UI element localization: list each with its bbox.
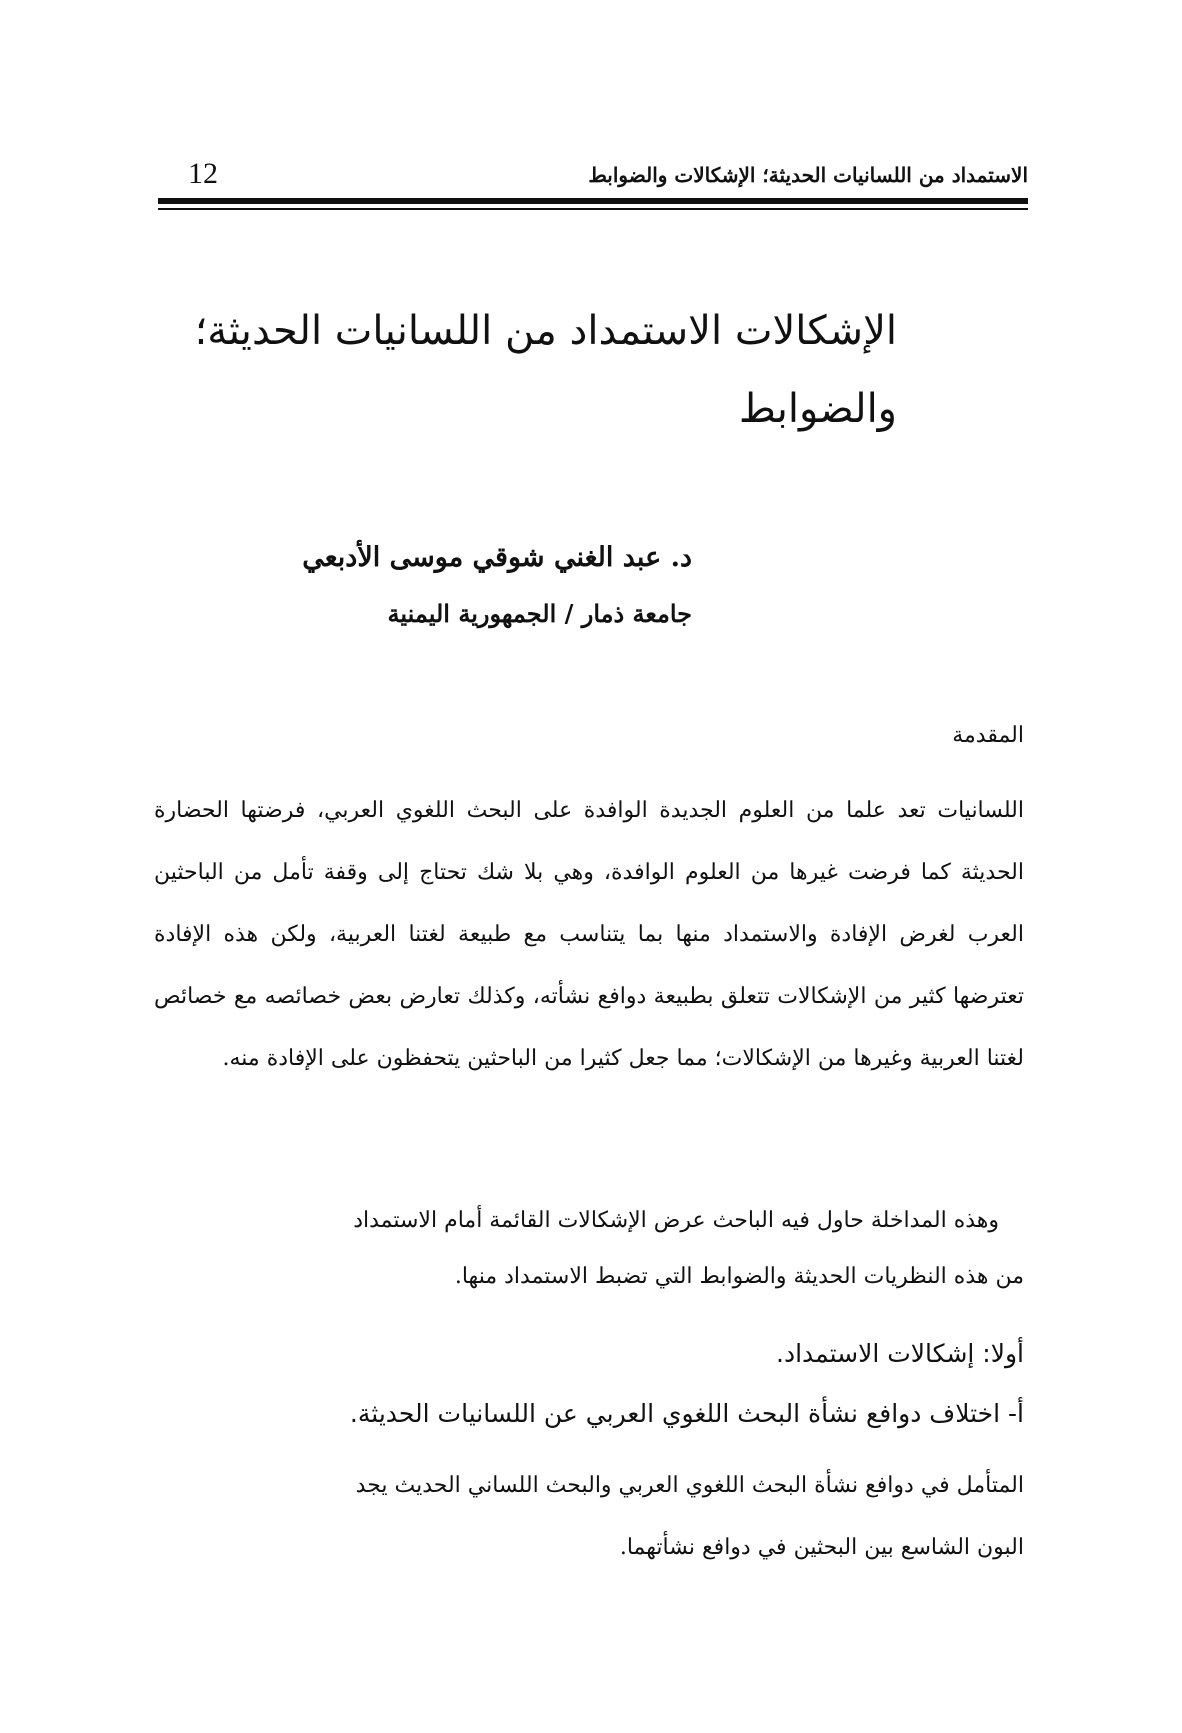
author-affiliation: جامعة ذمار / الجمهورية اليمنية	[387, 599, 692, 628]
intro-paragraph: اللسانيات تعد علما من العلوم الجديدة الوافدة على البحث اللغوي العربي، فرضتها الحضارة الحديثة كما فرضت غيرها من العلوم الوافدة، وهي بلا شك تحتاج إلى وقفة تأمل من الباحثين العرب لغرض الإفادة والاستمداد منها بما يتناسب مع طبيعة لغتنا العربية، ولكن هذه الإفادة تعترضها كثير من الإشكالات تتعلق بطبيعة دوافع نشأته، وكذلك تعارض بعض خصائصه مع خصائص لغتنا العربية وغيرها من الإشكالات؛ مما جعل كثيرا من الباحثين يتحفظون على الإفادة منه.	[154, 798, 1024, 1071]
intro-paragraph-2	[154, 1193, 1024, 1305]
running-title: الاستمداد من اللسانيات الحديثة؛ الإشكالات والضوابط	[588, 163, 1028, 187]
section-1-paragraph-line-1: المتأمل في دوافع نشأة البحث اللغوي العربي والبحث اللساني الحديث يجد	[355, 1473, 1024, 1498]
intro-paragraph-2-line-1: وهذه المداخلة حاول فيه الباحث عرض الإشكالات القائمة أمام الاستمداد	[353, 1208, 999, 1233]
header-rule-thick	[158, 198, 1028, 204]
article-title: الإشكالات الاستمداد من اللسانيات الحديثة؛ والضوابط	[194, 308, 897, 432]
section-1-paragraph-line-2: البون الشاسع بين البحثين في دوافع نشأتهما.	[619, 1535, 1024, 1560]
page-header	[158, 150, 1028, 200]
intro-heading: المقدمة	[952, 723, 1024, 748]
author-block	[302, 528, 692, 640]
header-rule-thin	[158, 208, 1028, 210]
section-1-paragraph	[154, 1455, 1024, 1579]
intro-paragraph-2-line-2: من هذه النظريات الحديثة والضوابط التي تضبط الاستمداد منها.	[454, 1264, 1024, 1289]
author-name: د. عبد الغني شوقي موسى الأدبعي	[302, 542, 692, 573]
section-1-subheading: أ- اختلاف دوافع نشأة البحث اللغوي العربي عن اللسانيات الحديثة.	[349, 1399, 1024, 1428]
section-1-heading: أولا: إشكالات الاستمداد.	[776, 1339, 1024, 1368]
page-number: 12	[188, 157, 218, 190]
